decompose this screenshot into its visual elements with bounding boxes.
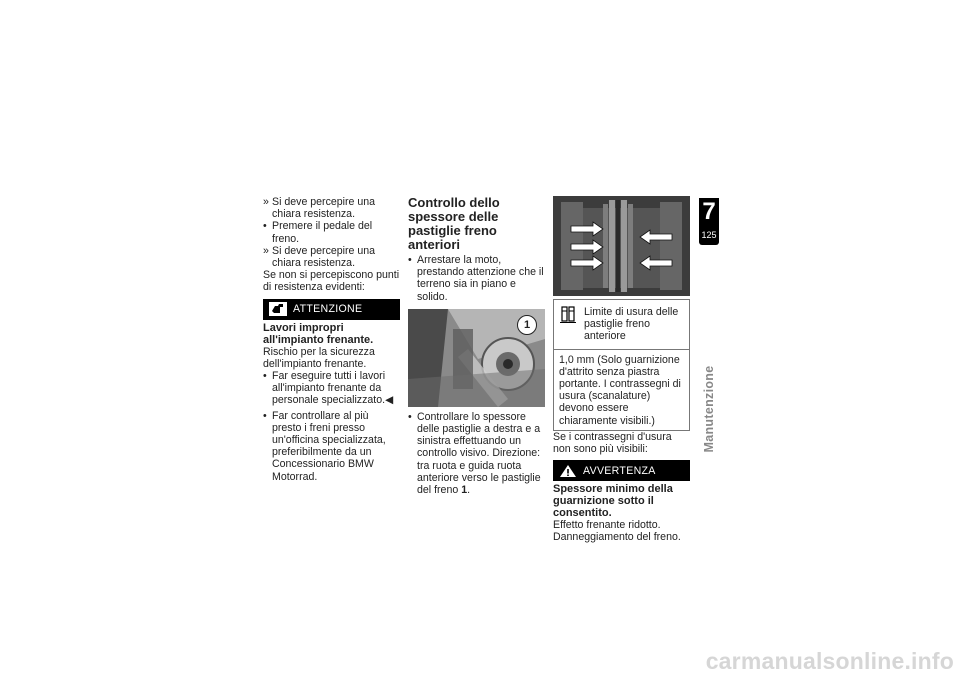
column-right bbox=[553, 196, 690, 544]
attention-label: ATTENZIONE bbox=[293, 303, 363, 316]
warning-title: Spessore minimo della guarnizione sotto il consentito. bbox=[553, 483, 673, 520]
warning-banner bbox=[553, 460, 690, 481]
attention-banner bbox=[263, 299, 400, 320]
callout-number: 1 bbox=[517, 315, 537, 335]
page-number: 125 bbox=[701, 230, 717, 240]
chapter-name-label bbox=[699, 364, 719, 454]
watermark: carmanualsonline.info bbox=[705, 648, 954, 674]
condition-text: Se i contrassegni d'usura non sono più visibili: bbox=[553, 430, 672, 456]
check-text: Controllare lo spessore delle pastiglie a destra e a sinistra effettuando un controllo visivo. bbox=[417, 410, 541, 460]
warning-triangle-icon bbox=[559, 464, 577, 478]
attention-bullet-text: Far eseguire tutti i lavori all'impianto frenante da personale specializzato. bbox=[272, 370, 386, 407]
attention-title: Lavori impropri all'impianto frenante. bbox=[263, 321, 374, 346]
attention-text: Rischio per la sicurezza dell'impianto frenante. bbox=[263, 345, 375, 370]
brake-pads-illustration bbox=[553, 196, 690, 296]
section-title: Controllo dello spessore delle pastiglie freno anteriori bbox=[408, 195, 500, 252]
brake-caliper-photo bbox=[408, 309, 545, 407]
direction-text: Direzione: tra ruota e guida ruota anteriore verso le pastiglie del freno bbox=[417, 447, 541, 497]
chapter-number: 7 bbox=[702, 198, 716, 225]
check-step bbox=[408, 411, 545, 496]
column-middle bbox=[408, 196, 545, 496]
warning-text: Effetto frenante ridotto. Danneggiamento del freno. bbox=[553, 519, 681, 544]
brake-pads-photo bbox=[553, 196, 690, 296]
period: . bbox=[467, 484, 471, 497]
end-marker-icon: ◀ bbox=[385, 394, 394, 407]
action-step: • Arrestare la moto, prestando attenzione che il terreno sia in piano e solido. bbox=[408, 254, 545, 303]
hand-warning-icon bbox=[269, 302, 287, 316]
result-step: » Si deve percepire una chiara resistenza. bbox=[263, 196, 400, 220]
warning-label: AVVERTENZA bbox=[583, 464, 656, 477]
intro-text: Se non si percepiscono punti di resistenza evidenti: bbox=[263, 269, 400, 294]
specification-header bbox=[554, 300, 689, 350]
direction-reference: 1 bbox=[461, 484, 468, 497]
wear-limit-icon bbox=[560, 306, 576, 324]
specification-title: Limite di usura delle pastiglie freno anteriore bbox=[584, 306, 679, 343]
specification-box bbox=[553, 299, 690, 431]
specification-value: 1,0 mm (Solo guarnizione d'attrito senza piastra portante. I contrassegni di usura (scanalature) devono essere chiaramente visibili.) bbox=[559, 353, 681, 427]
action-step: • Premere il pedale del freno. bbox=[263, 220, 400, 244]
attention-bullet bbox=[263, 370, 400, 407]
attention-bullet: • Far controllare al più presto i freni presso un'officina specializzata, preferibilmente da un Concessionario BMW Motorrad. bbox=[263, 410, 400, 483]
column-left bbox=[263, 196, 400, 483]
chapter-name: Manutenzione bbox=[702, 365, 716, 453]
result-step: » Si deve percepire una chiara resistenza. bbox=[263, 245, 400, 269]
